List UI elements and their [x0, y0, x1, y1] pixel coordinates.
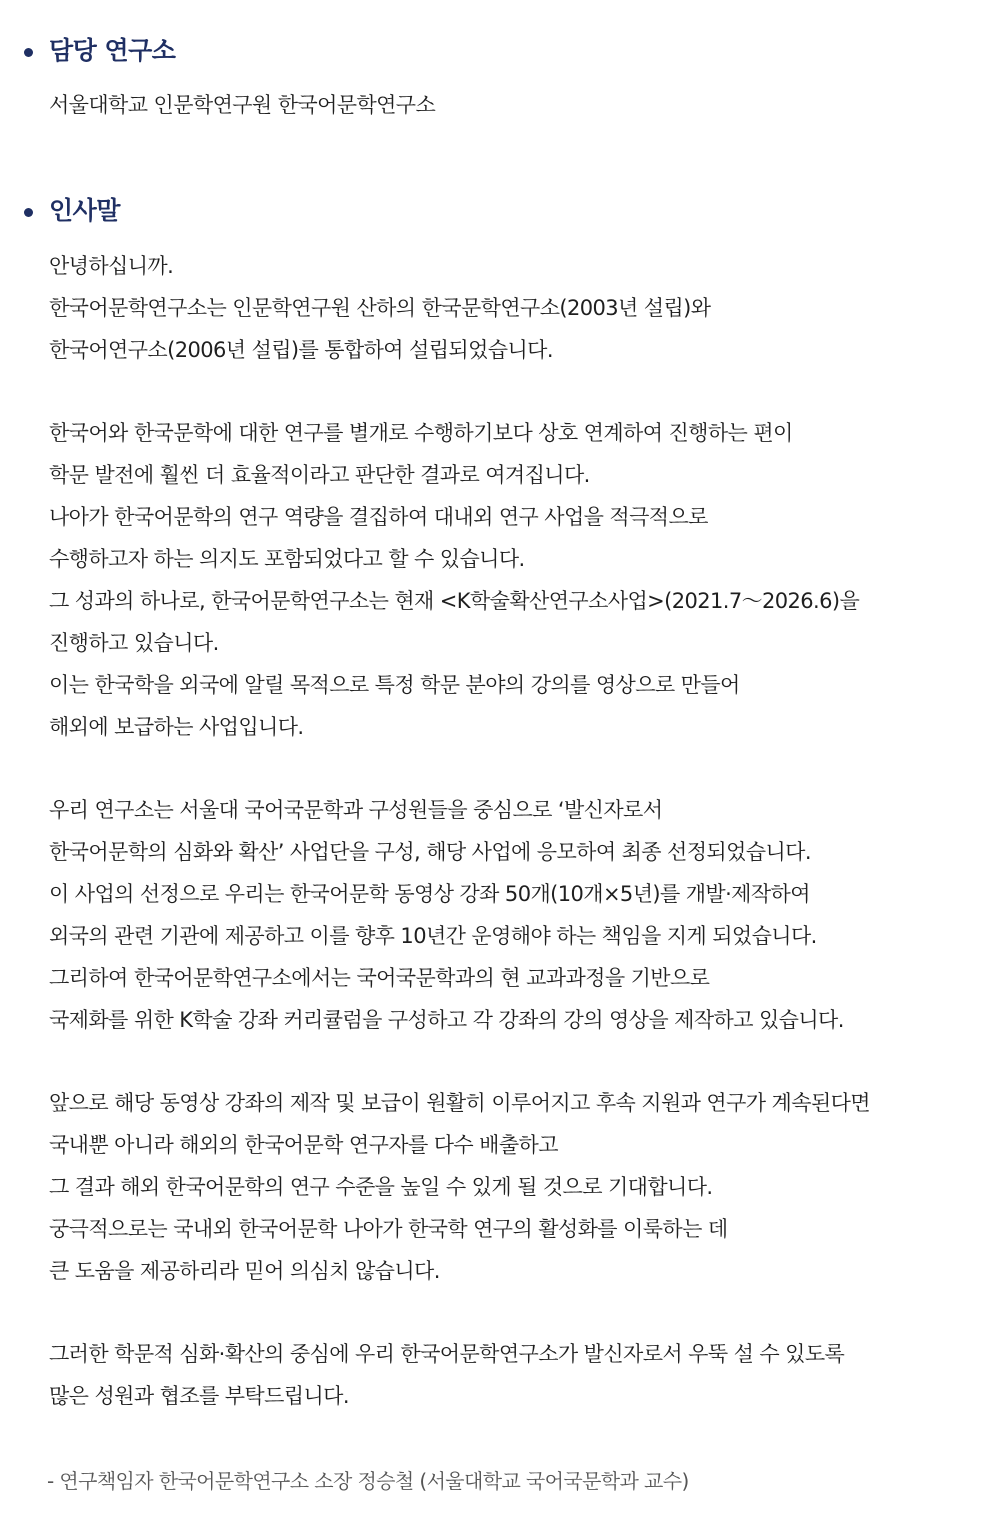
- paragraph-gap: [49, 748, 870, 789]
- lab-org-name: 서울대학교 인문학연구원 한국어문학연구소: [49, 93, 436, 117]
- greeting-line: 국내뿐 아니라 해외의 한국어문학 연구자를 다수 배출하고: [49, 1133, 558, 1157]
- greeting-line: 그러한 학문적 심화·확산의 중심에 우리 한국어문학연구소가 발신자로서 우뚝 설 수 있도록: [49, 1342, 845, 1366]
- section-lab-header: [0, 33, 990, 69]
- greeting-line: 그 결과 해외 한국어문학의 연구 수준을 높일 수 있게 될 것으로 기대합니다.: [49, 1175, 713, 1199]
- greeting-line: 이 사업의 선정으로 우리는 한국어문학 동영상 강좌 50개(10개×5년)를 개발·제작하여: [49, 882, 810, 906]
- greeting-line: 한국어연구소(2006년 설립)를 통합하여 설립되었습니다.: [49, 338, 553, 362]
- greeting-line: 우리 연구소는 서울대 국어국문학과 구성원들을 중심으로 ‘발신자로서: [49, 798, 663, 822]
- paragraph-gap: [49, 1292, 870, 1333]
- greeting-line: 나아가 한국어문학의 연구 역량을 결집하여 대내외 연구 사업을 적극적으로: [49, 505, 708, 529]
- greeting-line: 진행하고 있습니다.: [49, 631, 219, 655]
- greeting-body: [49, 245, 870, 1417]
- greeting-line: 궁극적으로는 국내외 한국어문학 나아가 한국학 연구의 활성화를 이룩하는 데: [49, 1217, 728, 1241]
- section-greeting-title: 인사말: [49, 196, 120, 225]
- section-greeting: [0, 193, 990, 229]
- greeting-line: 학문 발전에 훨씬 더 효율적이라고 판단한 결과로 여겨집니다.: [49, 463, 590, 487]
- greeting-line: 이는 한국학을 외국에 알릴 목적으로 특정 학문 분야의 강의를 영상으로 만들어: [49, 673, 740, 697]
- bullet-icon: [24, 208, 33, 217]
- greeting-line: 외국의 관련 기관에 제공하고 이를 향후 10년간 운영해야 하는 책임을 지게 되었습니다.: [49, 924, 817, 948]
- section-lab: [0, 33, 990, 69]
- bullet-icon: [24, 48, 33, 57]
- signature: - 연구책임자 한국어문학연구소 소장 정승철 (서울대학교 국어국문학과 교수): [47, 1469, 689, 1493]
- greeting-line: 국제화를 위한 K학술 강좌 커리큘럼을 구성하고 각 강좌의 강의 영상을 제작하고 있습니다.: [49, 1008, 844, 1032]
- greeting-line: 그 성과의 하나로, 한국어문학연구소는 현재 <K학술확산연구소사업>(2021.7～2026.6)을: [49, 589, 860, 613]
- greeting-line: 한국어와 한국문학에 대한 연구를 별개로 수행하기보다 상호 연계하여 진행하는 편이: [49, 421, 793, 445]
- greeting-line: 큰 도움을 제공하리라 믿어 의심치 않습니다.: [49, 1259, 440, 1283]
- greeting-line: 안녕하십니까.: [49, 254, 174, 278]
- section-lab-title: 담당 연구소: [49, 36, 176, 65]
- greeting-line: 수행하고자 하는 의지도 포함되었다고 할 수 있습니다.: [49, 547, 525, 571]
- greeting-line: 한국어문학의 심화와 확산’ 사업단을 구성, 해당 사업에 응모하여 최종 선정되었습니다.: [49, 840, 811, 864]
- paragraph-gap: [49, 1041, 870, 1082]
- greeting-line: 한국어문학연구소는 인문학연구원 산하의 한국문학연구소(2003년 설립)와: [49, 296, 711, 320]
- greeting-line: 앞으로 해당 동영상 강좌의 제작 및 보급이 원활히 이루어지고 후속 지원과 연구가 계속된다면: [49, 1091, 870, 1115]
- paragraph-gap: [49, 371, 870, 412]
- section-greeting-header: [0, 193, 990, 229]
- greeting-line: 많은 성원과 협조를 부탁드립니다.: [49, 1384, 349, 1408]
- greeting-line: 해외에 보급하는 사업입니다.: [49, 715, 304, 739]
- greeting-line: 그리하여 한국어문학연구소에서는 국어국문학과의 현 교과과정을 기반으로: [49, 966, 710, 990]
